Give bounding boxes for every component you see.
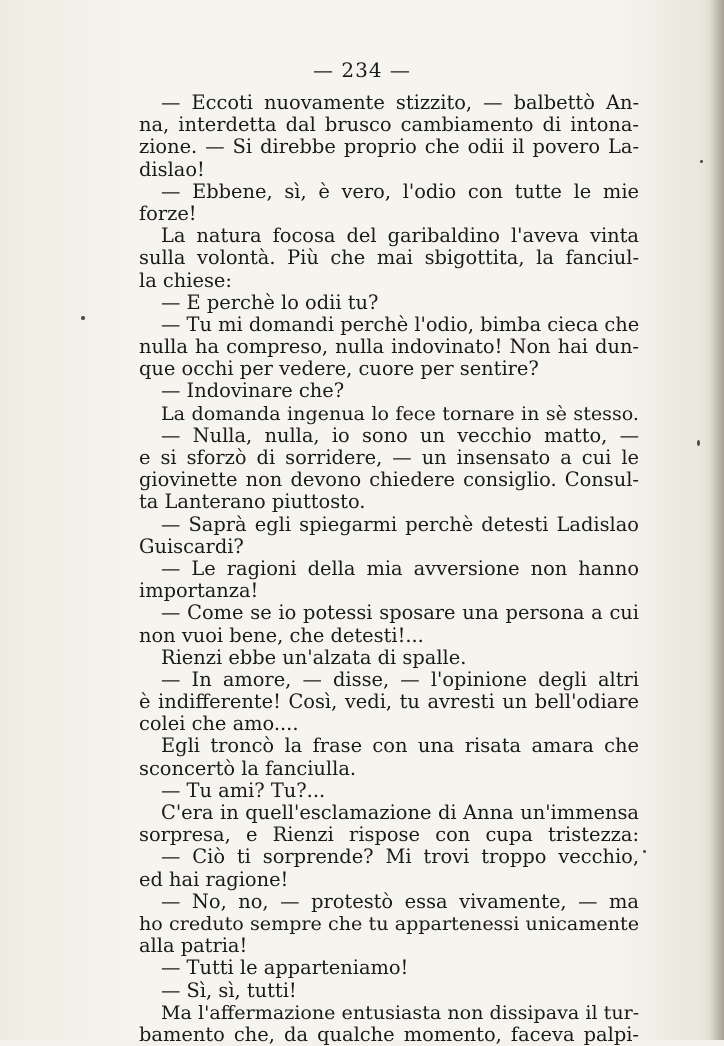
text-line: sulla volontà. Più che mai sbigottita, la fanciul- — [139, 246, 639, 270]
text-line: e si sforzò di sorridere, — un insensato a cui le — [139, 446, 639, 469]
print-speck — [643, 850, 646, 853]
text-line: dislao! — [139, 157, 205, 181]
body-text — [139, 92, 639, 1046]
text-line: na, interdetta dal brusco cambiamento di intona- — [139, 113, 639, 137]
text-line: colei che amo.... — [139, 712, 299, 736]
text-line: — Ciò ti sorprende? Mi trovi troppo vecchio, — [161, 845, 639, 869]
text-line: — Eccoti nuovamente stizzito, — balbettò An- — [161, 91, 639, 114]
text-line: La domanda ingenua lo fece tornare in sè stesso. — [161, 401, 639, 425]
text-line: — In amore, — disse, — l'opinione degli altri — [161, 667, 639, 691]
text-line: importanza! — [139, 579, 259, 603]
text-line: — Ebbene, sì, è vero, l'odio con tutte le mie — [161, 179, 639, 203]
page-edge-shadow — [710, 0, 724, 1040]
text-line: — Le ragioni della mia avversione non hanno — [161, 556, 639, 580]
text-line: C'era in quell'esclamazione di Anna un'immensa — [161, 801, 639, 824]
print-speck — [697, 440, 700, 446]
text-line: nulla ha compreso, nulla indovinato! Non hai dun- — [139, 335, 639, 359]
print-speck — [81, 316, 85, 320]
text-line: Egli troncò la frase con una risata amara che — [161, 734, 639, 758]
text-line: — Tutti le apparteniamo! — [161, 956, 409, 980]
text-line: ta Lanterano piuttosto. — [139, 490, 366, 514]
text-line: zione. — Si direbbe proprio che odii il povero La- — [139, 135, 639, 159]
text-line: — Saprà egli spiegarmi perchè detesti Ladislao — [161, 512, 639, 536]
text-line: è indifferente! Così, vedi, tu avresti un bell'odiare — [139, 690, 639, 714]
text-line: — Nulla, nulla, io sono un vecchio matto, — — [161, 423, 639, 447]
text-line: — Tu mi domandi perchè l'odio, bimba cieca che — [161, 312, 640, 336]
text-line: — No, no, — protestò essa vivamente, — ma — [161, 889, 639, 913]
text-line: — Indovinare che? — [161, 379, 345, 403]
text-line: bamento che, da qualche momento, faceva palpi- — [139, 1022, 639, 1046]
text-line: que occhi per vedere, cuore per sentire? — [139, 357, 539, 381]
text-line: — Sì, sì, tutti! — [161, 978, 297, 1002]
text-line: non vuoi bene, che detesti!... — [139, 623, 424, 647]
text-line: forze! — [139, 201, 197, 225]
text-line: giovinette non devono chiedere consiglio. Consul- — [139, 468, 639, 492]
text-line: — E perchè lo odii tu? — [161, 290, 379, 314]
text-line: ed hai ragione! — [139, 867, 289, 891]
text-line: sconcertò la fanciulla. — [139, 756, 357, 780]
text-line: ho creduto sempre che tu appartenessi unicamente — [139, 911, 639, 935]
text-line: Guiscardi? — [139, 534, 244, 558]
text-line: Rienzi ebbe un'alzata di spalle. — [161, 645, 467, 669]
page-number: — 234 — — [313, 58, 411, 82]
text-line: sorpresa, e Rienzi rispose con cupa tristezza: — [139, 823, 639, 847]
text-line: — Come se io potessi sposare una persona a cui — [161, 601, 639, 625]
text-line: — Tu ami? Tu?... — [161, 778, 326, 802]
text-line: La natura focosa del garibaldino l'aveva vinta — [161, 224, 639, 248]
print-speck — [700, 160, 703, 163]
text-line: Ma l'affermazione entusiasta non dissipava il tur- — [161, 1000, 640, 1024]
text-line: la chiese: — [139, 268, 232, 292]
text-line: alla patria! — [139, 934, 248, 958]
